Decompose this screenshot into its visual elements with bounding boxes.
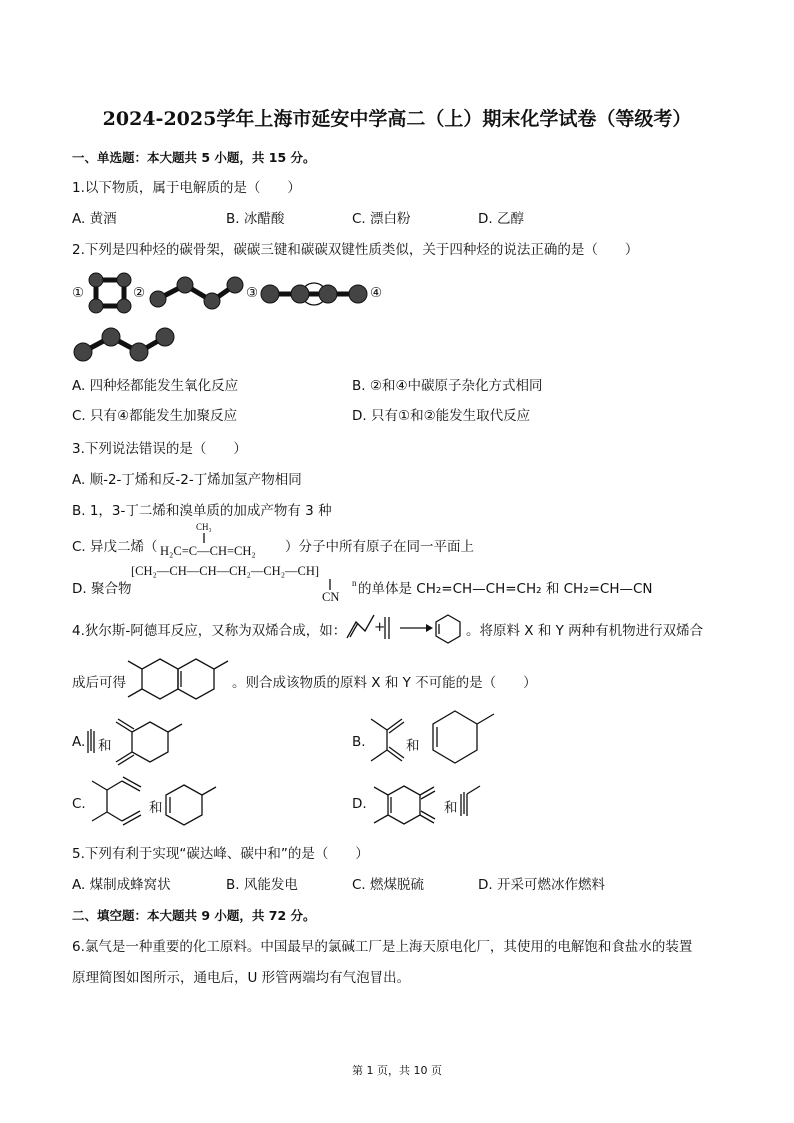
option-b-structures (371, 711, 494, 763)
page-footer: 第 1 页，共 10 页 (352, 1064, 442, 1077)
question-4-stem-d: 。则合成该物质的原料 X 和 Y 不可能的是（ ） (232, 675, 537, 691)
question-6-line-2: 原理简图如图所示，通电后，U 形管两端均有气泡冒出。 (72, 970, 411, 986)
q2-option-d: D. 只有①和②能发生取代反应 (352, 408, 531, 424)
q5-option-b: B. 风能发电 (226, 877, 298, 893)
q4-option-c-and: 和 (149, 800, 163, 816)
q4-option-a-and: 和 (98, 738, 112, 754)
isoprene-formula: H₂C=C—CH=CH₂ (160, 544, 256, 558)
polymer-formula: [CH₂—CH—CH—CH₂—CH₂—CH] (131, 564, 320, 578)
q2-label-3: ③ (246, 285, 259, 301)
question-2-stem: 2.下列是四种烃的碳骨架，碳碳三键和碳碳双键性质类似，关于四种烃的说法正确的是（ ） (72, 242, 639, 258)
q2-label-4: ④ (370, 285, 383, 301)
isoprene-methyl: CH₃ (196, 522, 212, 532)
q4-option-b-label: B. (352, 734, 366, 750)
question-4-stem-a: 4.狄尔斯-阿德耳反应，又称为双烯合成，如： (72, 623, 347, 639)
question-5-stem: 5.下列有利于实现“碳达峰、碳中和”的是（ ） (72, 846, 369, 862)
question-6-line-1: 6.氯气是一种重要的化工原料。中国最早的氯碱工厂是上海天原电化厂，其使用的电解饱和食盐水的装置 (72, 939, 693, 955)
q3-option-c-prefix: C. 异戊二烯（ (72, 539, 158, 555)
q2-option-b: B. ②和④中碳原子杂化方式相同 (352, 378, 543, 394)
q3-option-b: B. 1，3-丁二烯和溴单质的加成产物有 3 种 (72, 503, 332, 519)
section-heading-1: 一、单选题：本大题共 5 小题，共 15 分。 (72, 150, 316, 165)
polymer-n: n (352, 578, 357, 588)
q5-option-a: A. 煤制成蜂窝状 (72, 877, 171, 893)
question-3-stem: 3.下列说法错误的是（ ） (72, 441, 247, 457)
q4-option-b-and: 和 (406, 738, 420, 754)
q1-option-d: D. 乙醇 (478, 211, 524, 227)
section-heading-2: 二、填空题：本大题共 9 小题，共 72 分。 (72, 908, 316, 923)
q2-option-a: A. 四种烃都能发生氧化反应 (72, 378, 239, 394)
q4-option-a-label: A. (72, 734, 86, 750)
q3-option-c-suffix: ）分子中所有原子在同一平面上 (285, 539, 474, 555)
option-a-structures (88, 719, 182, 765)
option-c-structures (92, 777, 216, 825)
q4-option-c-label: C. (72, 796, 86, 812)
question-4-stem-c: 成后可得 (72, 675, 126, 691)
polymer-cn: CN (322, 590, 340, 604)
q2-label-2: ② (133, 285, 146, 301)
q3-option-a: A. 顺-2-丁烯和反-2-丁烯加氢产物相同 (72, 472, 302, 488)
q2-label-1: ① (72, 285, 85, 301)
q5-option-d: D. 开采可燃冰作燃料 (478, 877, 605, 893)
q4-option-d-and: 和 (444, 800, 458, 816)
q1-option-c: C. 漂白粉 (352, 211, 411, 227)
question-4-stem-b: 。将原料 X 和 Y 两种有机物进行双烯合 (466, 623, 704, 639)
q3-option-d-suffix: 的单体是 CH₂=CH—CH=CH₂ 和 CH₂=CH—CN (358, 581, 653, 597)
q3-option-d-prefix: D. 聚合物 (72, 581, 132, 597)
q5-option-c: C. 燃煤脱硫 (352, 877, 425, 893)
page-title: 2024-2025学年上海市延安中学高二（上）期末化学试卷（等级考） (102, 108, 692, 130)
q4-option-d-label: D. (352, 796, 367, 812)
q1-option-b: B. 冰醋酸 (226, 211, 285, 227)
q2-option-c: C. 只有④都能发生加聚反应 (72, 408, 238, 424)
plus-sign: + (374, 619, 386, 635)
option-d-structures (374, 786, 480, 824)
question-1-stem: 1.以下物质，属于电解质的是（ ） (72, 180, 301, 196)
q1-option-a: A. 黄酒 (72, 211, 117, 227)
